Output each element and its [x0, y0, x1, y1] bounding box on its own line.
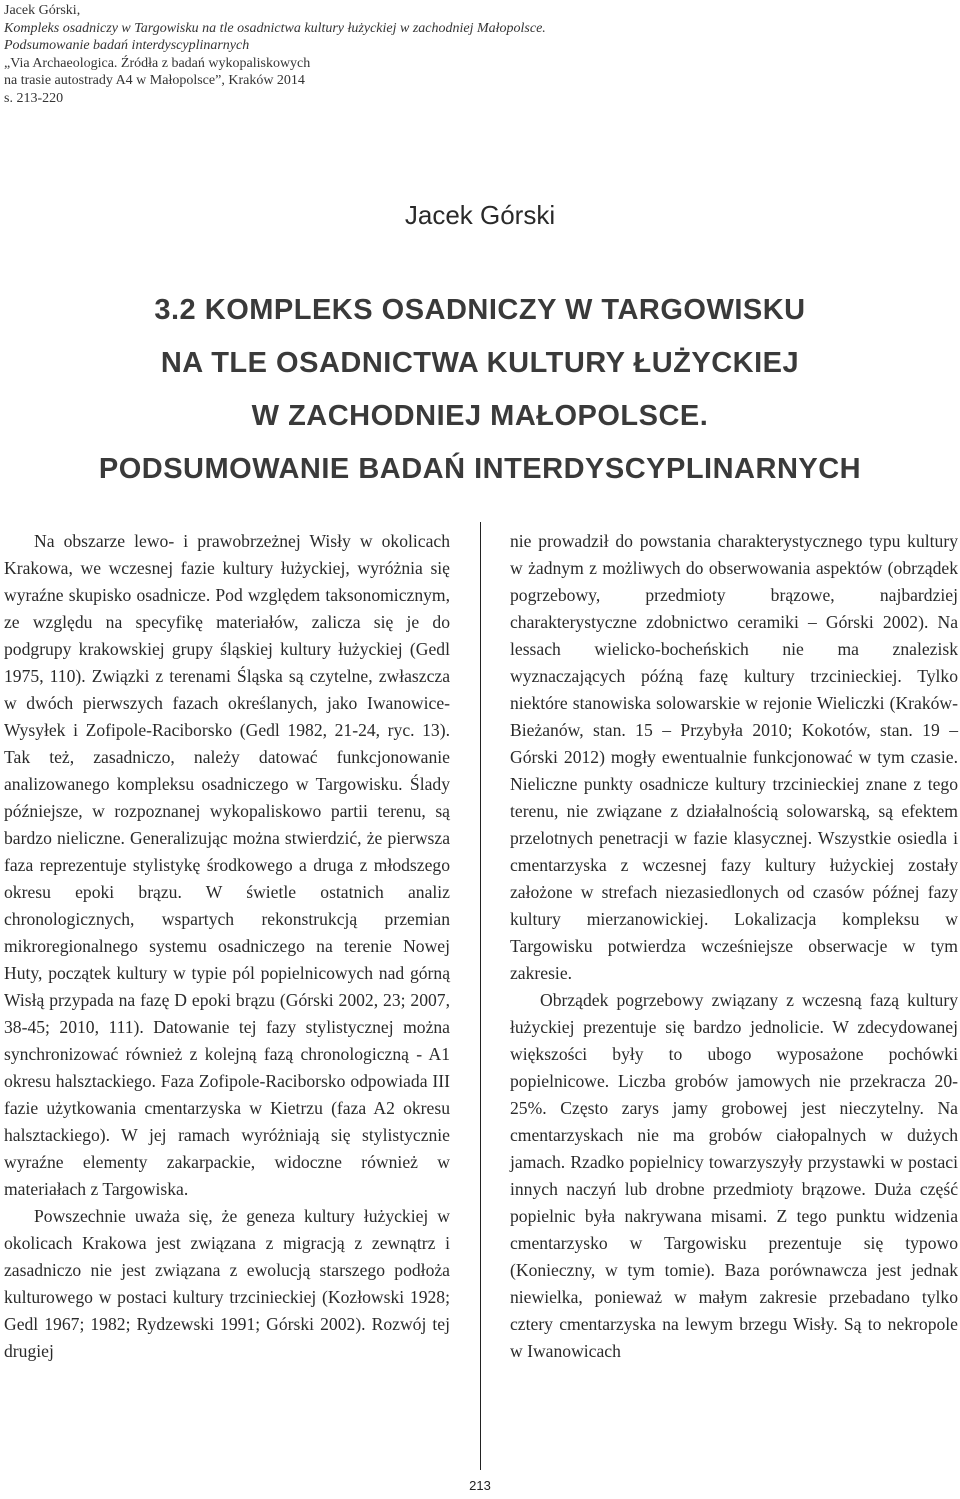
title-line: W ZACHODNIEJ MAŁOPOLSCE.: [251, 400, 709, 432]
citation-author: Jacek Górski,: [4, 3, 81, 18]
body-paragraph: Na obszarze lewo- i prawobrzeżnej Wisły w okolicach Krakowa, we wczesnej fazie kultury łużyckiej, wyróżnia się wyraźne skupisko osadnicze. Pod względem taksonomicznym, ze względu na specyfikę materiałów, zalicza się je do podgrupy krakowskiej grupy śląskiej kultury łużyckiej (Gedl 1975, 110). Związki z terenami Śląska są czytelne, zwłaszcza w dwóch pierwszych fazach określanych, jako Iwanowice-Wysyłek i Zofipole-Raciborsko (Gedl 1982, 21-24, ryc. 13). Tak też, zasadniczo, należy datować funkcjonowanie analizowanego kompleksu osadniczego w Targowisku. Ślady późniejsze, w rozpoznanej wykopaliskowo partii terenu, są bardzo nieliczne. Generalizując można stwierdzić, że pierwsza faza reprezentuje stylistykę środkowego a druga z młodszego okresu epoki brązu. W świetle ostatnich analiz chronologicznych, wspartych rekonstrukcją przemian mikroregionalnego systemu osadniczego na terenie Nowej Huty, początek kultury w typie pól popielnicowych nad górną Wisłą przypada na fazę D epoki brązu (Górski 2002, 23; 2007, 38-45; 2010, 111). Datowanie tej fazy stylistycznej można synchronizować również z kolejną fazą chronologiczną - A1 okresu halsztackiego. Faza Zofipole-Raciborsko odpowiada III fazie użytkowania cmentarzyska w Kietrzu (faza A2 okresu halsztackiego). W jej ramach wyróżniają się stylistycznie wyraźne elementy zakarpackie, widoczne również w materiałach z Targowiska.: [4, 531, 450, 1199]
body-paragraph: Powszechnie uważa się, że geneza kultury łużyckiej w okolicach Krakowa jest związana z migracją z zewnątrz i zasadniczo nie jest związana z ewolucją starszego podłoża kulturowego w postaci kultury trzcinieckiej (Kozłowski 1928; Gedl 1967; 1982; Rydzewski 1991; Górski 2002). Rozwój tej drugiej: [4, 1206, 450, 1361]
citation-header: [4, 2, 546, 108]
page-number: 213: [469, 1478, 491, 1493]
title-line: NA TLE OSADNICTWA KULTURY ŁUŻYCKIEJ: [160, 347, 800, 379]
citation-article-title: Kompleks osadniczy w Targowisku na tle osadnictwa kultury łużyckiej w zachodniej Małopolsce.: [4, 20, 546, 36]
citation-series: „Via Archaeologica. Źródła z badań wykopaliskowych: [4, 55, 311, 71]
title-line: 3.2 KOMPLEKS OSADNICZY W TARGOWISKU: [154, 294, 806, 326]
citation-pages: s. 213-220: [4, 90, 64, 106]
citation-article-subtitle: Podsumowanie badań interdyscyplinarnych: [4, 38, 250, 54]
article-author: Jacek Górski: [404, 200, 556, 230]
body-paragraph: nie prowadził do powstania charakterystycznego typu kultury w żadnym z możliwych do obserwowania aspektów (obrządek pogrzebowy, przedmioty brązowe, najbardziej charakterystyczne zdobnictwo ceramiki – Górski 2002). Na lessach wielicko-bocheńskich nie ma znalezisk wyznaczających późną fazę kultury trzcinieckiej. Tylko niektóre stanowiska solowarskie w rejonie Wieliczki (Kraków-Bieżanów, stan. 15 – Przybyła 2010; Kokotów, stan. 19 – Górski 2012) mogły ewentualnie funkcjonować w tym czasie. Nieliczne punkty osadnicze kultury trzcinieckiej znane z tego terenu, nie związane z działalnością solowarską, są efektem przelotnych penetracji w fazie klasycznej. Wszystkie osiedla i cmentarzyska z wczesnej fazy kultury łużyckiej zostały założone w strefach niezasiedlonych od czasów późnej fazy kultury mierzanowickiej. Lokalizacja kompleksu w Targowisku potwierdza wcześniejsze obserwacje w tym zakresie.: [510, 531, 958, 983]
citation-series-location: na trasie autostrady A4 w Małopolsce”, Kraków 2014: [4, 73, 305, 89]
left-column: [4, 528, 450, 1365]
article-title: [0, 284, 960, 496]
title-line: PODSUMOWANIE BADAŃ INTERDYSCYPLINARNYCH: [98, 453, 862, 485]
column-divider: [480, 522, 481, 1470]
body-paragraph: Obrządek pogrzebowy związany z wczesną fazą kultury łużyckiej prezentuje się bardzo jednolicie. W zdecydowanej większości były to ubogo wyposażone pochówki popielnicowe. Liczba grobów jamowych nie przekracza 20-25%. Często zarys jamy grobowej jest nieczytelny. Na cmentarzyskach nie ma grobów ciałopalnych w dużych jamach. Rzadko popielnicy towarzyszyły przystawki w postaci innych naczyń lub drobne przedmioty brązowe. Duża część popielnic była nakrywana misami. Z tego punktu widzenia cmentarzysko w Targowisku prezentuje się typowo (Konieczny, w tym tomie). Baza porównawcza jest jednak niewielka, ponieważ w małym zakresie przebadano tylko cztery cmentarzyska na lewym brzegu Wisły. Są to nekropole w Iwanowicach: [510, 990, 958, 1361]
right-column: [510, 528, 958, 1365]
